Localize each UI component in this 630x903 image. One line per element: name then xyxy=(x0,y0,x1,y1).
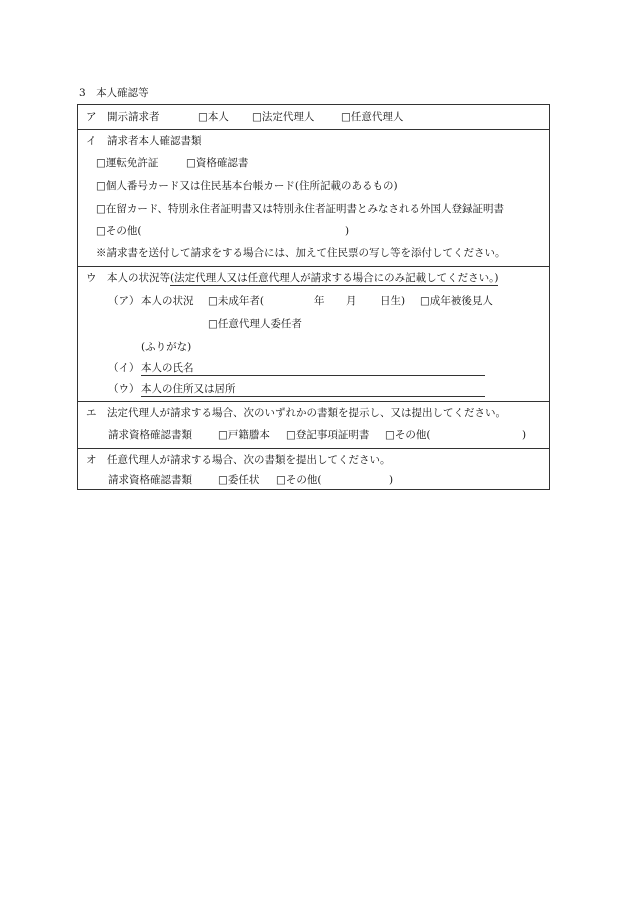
item-u-marker: （ウ） xyxy=(108,383,140,395)
mailing-note: ※請求書を送付して請求をする場合には、加えて住民票の写し等を添付してください。 xyxy=(96,247,506,259)
checkbox-residence-card[interactable]: □在留カード、特別永住者証明書又は特別永住者証明書とみなされる外国人登録証明書 xyxy=(96,203,504,215)
principal-name-label: 本人の氏名 xyxy=(141,362,194,374)
checkbox-drivers-license[interactable]: □運転免許証 xyxy=(96,157,159,169)
checkbox-legal-representative[interactable]: □法定代理人 xyxy=(252,111,315,123)
principal-status-label xyxy=(86,273,498,284)
legal-docs-label: 請求資格確認書類 xyxy=(108,429,192,441)
checkbox-other-id[interactable]: □その他( xyxy=(96,225,142,237)
principal-status-note: (法定代理人又は任意代理人が請求する場合にのみ記載してください。) xyxy=(170,272,499,284)
voluntary-docs-label: 請求資格確認書類 xyxy=(108,474,192,486)
item-a-marker: （ア） xyxy=(108,295,140,307)
checkbox-adult-ward[interactable]: □成年被後見人 xyxy=(420,295,493,307)
section-heading: 3 本人確認等 xyxy=(79,87,149,99)
birth-day-label: 日生) xyxy=(380,295,406,307)
furigana-label: (ふりがな) xyxy=(141,341,192,353)
checkbox-family-register[interactable]: □戸籍謄本 xyxy=(218,429,270,441)
checkbox-other-voluntary-doc[interactable]: □その他( xyxy=(276,474,322,486)
checkbox-delegator[interactable]: □任意代理人委任者 xyxy=(208,318,302,330)
birth-month-label: 月 xyxy=(346,295,357,307)
voluntary-representative-instruction: オ 任意代理人が請求する場合、次の書類を提出してください。 xyxy=(86,454,391,466)
checkbox-minor[interactable]: □未成年者( xyxy=(208,295,265,307)
legal-representative-instruction: エ 法定代理人が請求する場合、次のいずれかの書類を提示し、又は提出してください。 xyxy=(86,407,506,419)
checkbox-my-number-card[interactable]: □個人番号カード又は住民基本台帳カード(住所記載のあるもの) xyxy=(96,180,398,192)
principal-name-field[interactable] xyxy=(141,375,485,376)
identity-verification-form xyxy=(77,104,550,490)
divider xyxy=(78,129,549,130)
checkbox-registry-certificate[interactable]: □登記事項証明書 xyxy=(286,429,370,441)
checkbox-other-legal-doc[interactable]: □その他( xyxy=(385,429,431,441)
birth-year-label: 年 xyxy=(314,295,325,307)
other-id-close-paren: ) xyxy=(345,225,350,237)
legal-other-close-paren: ) xyxy=(522,429,527,441)
checkbox-self[interactable]: □本人 xyxy=(198,111,229,123)
divider xyxy=(78,266,549,267)
checkbox-qualification-certificate[interactable]: □資格確認書 xyxy=(186,157,249,169)
divider xyxy=(78,448,549,449)
divider xyxy=(78,401,549,402)
voluntary-other-close-paren: ) xyxy=(389,474,394,486)
checkbox-power-of-attorney[interactable]: □委任状 xyxy=(218,474,260,486)
principal-address-field[interactable] xyxy=(141,396,485,397)
principal-address-label: 本人の住所又は居所 xyxy=(141,383,236,395)
id-documents-label: イ 請求者本人確認書類 xyxy=(86,135,202,147)
principal-status-title: ウ 本人の状況等 xyxy=(86,272,170,284)
item-i-marker: （イ） xyxy=(108,362,140,374)
requester-label: ア 開示請求者 xyxy=(86,111,160,123)
checkbox-voluntary-representative[interactable]: □任意代理人 xyxy=(341,111,404,123)
principal-status-field-label: 本人の状況 xyxy=(141,295,194,307)
